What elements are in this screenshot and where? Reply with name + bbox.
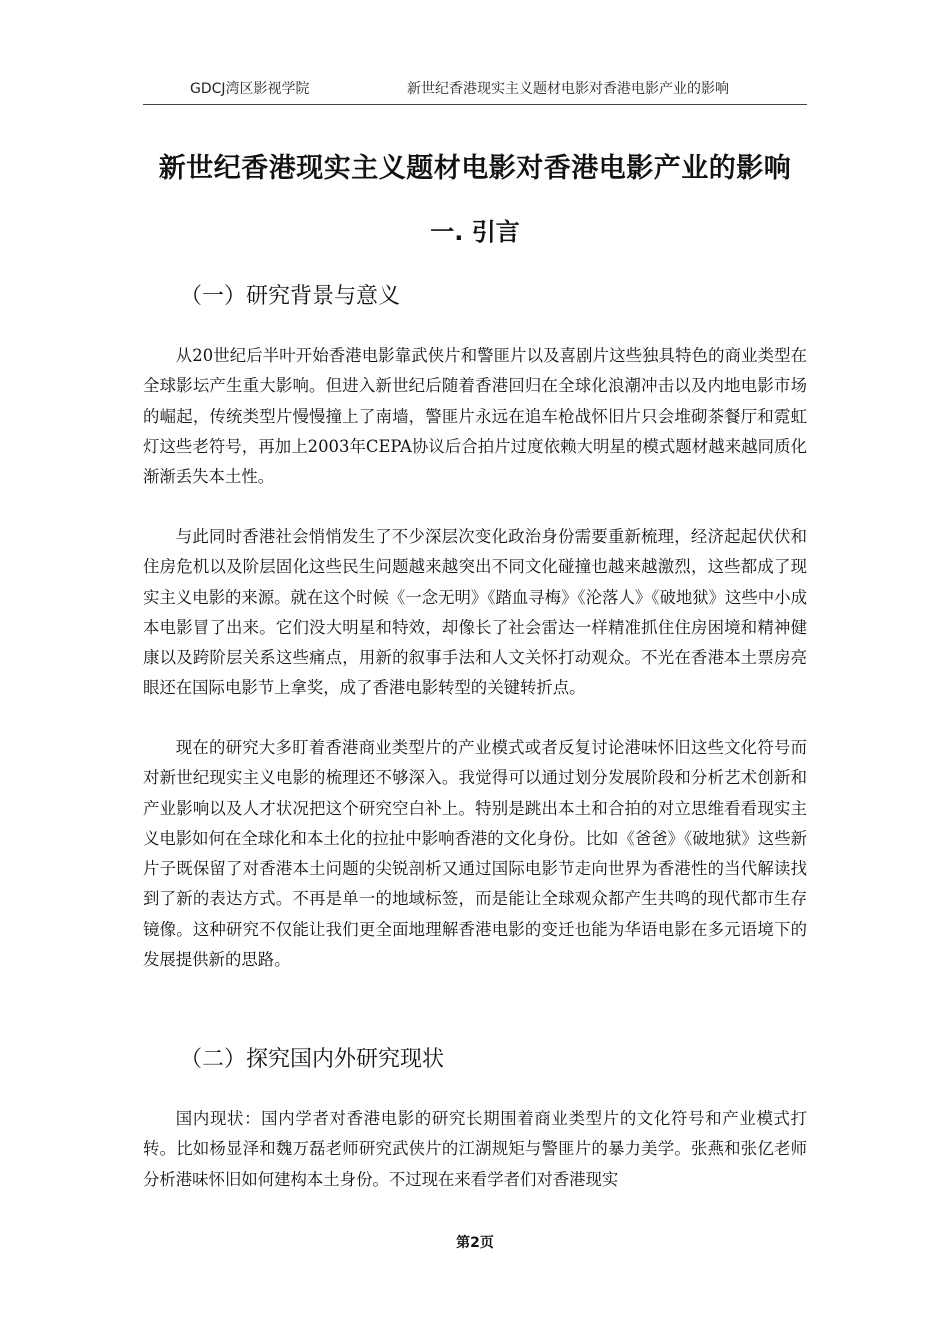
section-heading-background: （一）研究背景与意义 <box>180 284 401 309</box>
body-paragraph: 与此同时香港社会悄悄发生了不少深层次变化政治身份需要重新梳理，经济起起伏伏和住房危机以及阶层固化这些民生问题越来越突出不同文化碰撞也越来越激烈，这些都成了现实主义电影的来源。就在这个时候《一念无明》《踏血寻梅》《沦落人》《破地狱》这些中小成本电影冒了出来。它们没大明星和特效，却像长了社会雷达一样精准抓住住房困境和精神健康以及跨阶层关系这些痛点，用新的叙事手法和人文关怀打动观众。不光在香港本土票房亮眼还在国际电影节上拿奖，成了香港电影转型的关键转折点。 <box>143 527 807 698</box>
header-divider <box>143 104 807 105</box>
body-paragraph: 现在的研究大多盯着香港商业类型片的产业模式或者反复讨论港味怀旧这些文化符号而对新世纪现实主义电影的梳理还不够深入。我觉得可以通过划分发展阶段和分析艺术创新和产业影响以及人才状况把这个研究空白补上。特别是跳出本土和合拍的对立思维看看现实主义电影如何在全球化和本土化的拉扯中影响香港的文化身份。比如《爸爸》《破地狱》这些新片子既保留了对香港本土问题的尖锐剖析又通过国际电影节走向世界为香港性的当代解读找到了新的表达方式。不再是单一的地域标签，而是能让全球观众都产生共鸣的现代都市生存镜像。这种研究不仅能让我们更全面地理解香港电影的变迁也能为华语电影在多元语境下的发展提供新的思路。 <box>143 738 807 970</box>
document-title: 新世纪香港现实主义题材电影对香港电影产业的影响 <box>158 153 792 184</box>
header-institution: GDCJ湾区影视学院 <box>190 81 310 97</box>
chapter-heading: 一. 引言 <box>430 218 520 246</box>
header-running-title: 新世纪香港现实主义题材电影对香港电影产业的影响 <box>407 81 729 97</box>
body-paragraph: 从20世纪后半叶开始香港电影靠武侠片和警匪片以及喜剧片这些独具特色的商业类型在全球影坛产生重大影响。但进入新世纪后随着香港回归在全球化浪潮冲击以及内地电影市场的崛起，传统类型片慢慢撞上了南墙，警匪片永远在追车枪战怀旧片只会堆砌茶餐厅和霓虹灯这些老符号，再加上2003年CEPA协议后合拍片过度依赖大明星的模式题材越来越同质化渐渐丢失本土性。 <box>143 346 807 487</box>
body-paragraph: 国内现状：国内学者对香港电影的研究长期围着商业类型片的文化符号和产业模式打转。比如杨显泽和魏万磊老师研究武侠片的江湖规矩与警匪片的暴力美学。张燕和张亿老师分析港味怀旧如何建构本土身份。不过现在来看学者们对香港现实 <box>143 1109 807 1189</box>
section-heading-research-status: （二）探究国内外研究现状 <box>180 1047 445 1072</box>
page-number: 第2页 <box>456 1235 494 1251</box>
